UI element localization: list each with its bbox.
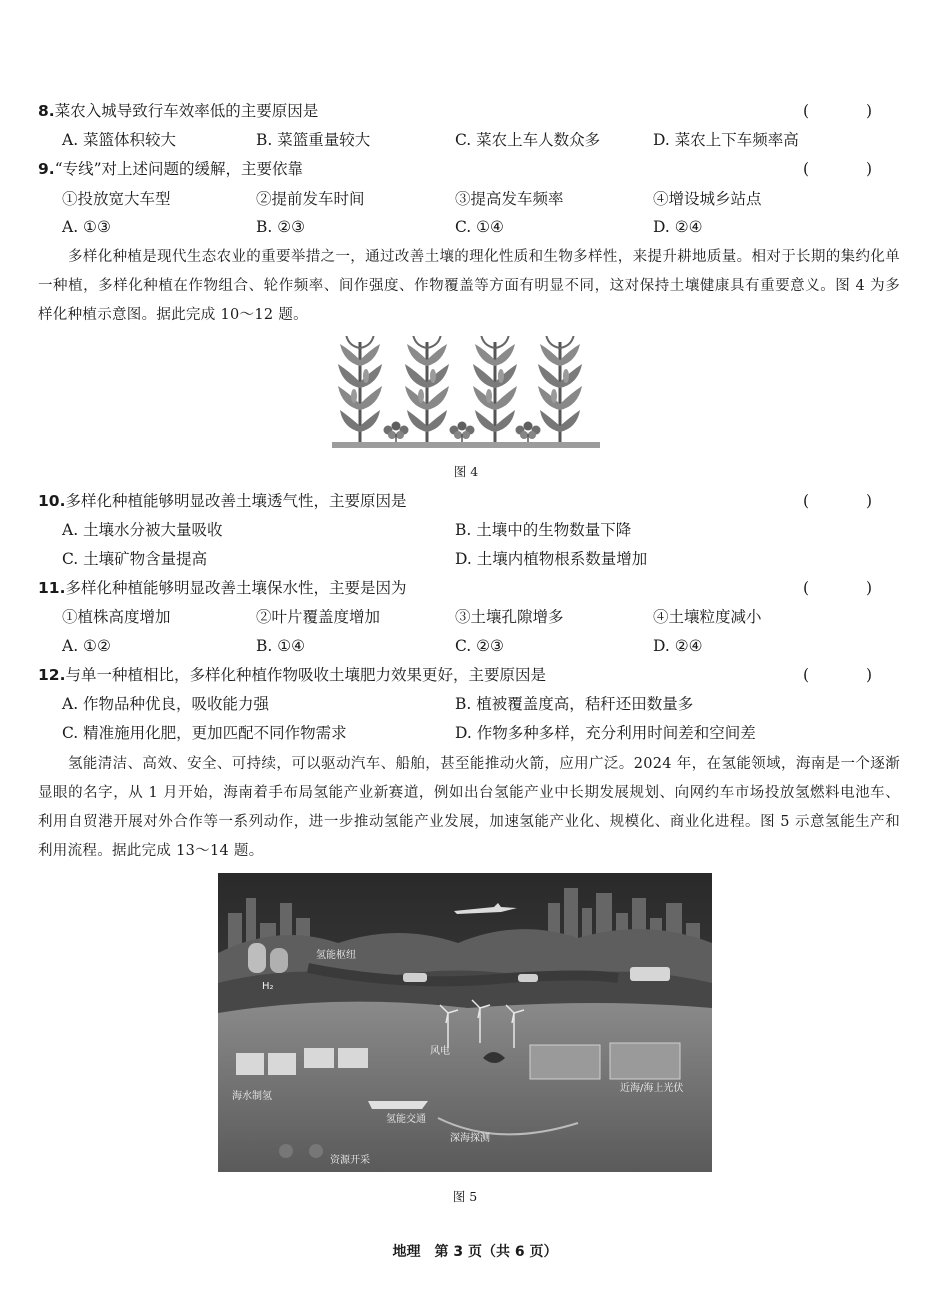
statement-1: ①投放宽大车型 bbox=[62, 190, 171, 208]
question-number: 10. bbox=[38, 492, 66, 510]
question-number: 11. bbox=[38, 579, 66, 597]
option-a: A. ①③ bbox=[62, 218, 111, 236]
question-stem: “专线”对上述问题的缓解，主要依靠 bbox=[54, 160, 304, 178]
option-b: B. ①④ bbox=[256, 637, 306, 655]
figure-5-illustration bbox=[218, 873, 712, 1172]
statement-1: ①植株高度增加 bbox=[62, 608, 171, 626]
question-number: 12. bbox=[38, 666, 66, 684]
passage-diversified-planting: 多样化种植是现代生态农业的重要举措之一，通过改善土壤的理化性质和生物多样性，来提升耕地质量。相对于长期的集约化单一种植，多样化种植在作物组合、轮作频率、间作强度、作物覆盖等方面有明显不同，这对保持土壤健康具有重要意义。图 4 为多样化种植示意图。据此完成 10～12 题。 bbox=[38, 249, 900, 323]
statement-3: ③土壤孔隙增多 bbox=[455, 608, 564, 626]
option-c: C. ②③ bbox=[455, 637, 504, 655]
option-b: B. 土壤中的生物数量下降 bbox=[455, 521, 632, 539]
label-wind-power: 风电 bbox=[430, 1046, 450, 1057]
question-stem: 菜农入城导致行车效率低的主要原因是 bbox=[54, 102, 319, 120]
option-a: A. ①② bbox=[62, 637, 111, 655]
answer-bracket: ( ) bbox=[802, 666, 898, 684]
statement-2: ②提前发车时间 bbox=[256, 190, 365, 208]
option-c: C. 土壤矿物含量提高 bbox=[62, 550, 208, 568]
figure-5-caption: 图 5 bbox=[452, 1189, 478, 1204]
ship-icon bbox=[368, 1101, 428, 1109]
option-c: C. 菜农上车人数众多 bbox=[455, 131, 601, 149]
statement-4: ④土壤粒度减小 bbox=[653, 608, 762, 626]
figure-4-diagram bbox=[332, 336, 600, 454]
question-number: 9. bbox=[38, 160, 55, 178]
question-10 bbox=[38, 490, 898, 512]
option-c: C. ①④ bbox=[455, 218, 504, 236]
label-hydrogen-transport: 氢能交通 bbox=[386, 1114, 426, 1125]
answer-bracket: ( ) bbox=[802, 160, 898, 178]
label-hydrogen-hub: 氢能枢纽 bbox=[316, 950, 356, 961]
question-stem: 多样化种植能够明显改善土壤保水性，主要是因为 bbox=[65, 579, 407, 597]
label-mining: 资源开采 bbox=[330, 1155, 370, 1166]
page-footer: 地理 第 3 页（共 6 页） bbox=[392, 1244, 558, 1260]
label-offshore-pv: 近海/海上光伏 bbox=[620, 1083, 684, 1094]
option-b: B. 植被覆盖度高，秸秆还田数量多 bbox=[455, 695, 694, 713]
question-9 bbox=[38, 158, 898, 180]
question-11 bbox=[38, 577, 898, 599]
option-d: D. 作物多种多样，充分利用时间差和空间差 bbox=[455, 724, 756, 742]
option-d: D. ②④ bbox=[653, 218, 703, 236]
option-a: A. 土壤水分被大量吸收 bbox=[62, 521, 223, 539]
statement-4: ④增设城乡站点 bbox=[653, 190, 762, 208]
answer-bracket: ( ) bbox=[802, 102, 898, 120]
option-d: D. 菜农上下车频率高 bbox=[653, 131, 799, 149]
statement-2: ②叶片覆盖度增加 bbox=[256, 608, 381, 626]
answer-bracket: ( ) bbox=[802, 579, 898, 597]
passage-hydrogen-energy: 氢能清洁、高效、安全、可持续，可以驱动汽车、船舶，甚至能推动火箭，应用广泛。2024 年，在氢能领域，海南是一个逐渐显眼的名字，从 1 月开始，海南着手布局氢能产业新赛道，例如出台氢能产业中长期发展规划、向网约车市场投放氢燃料电池车、利用自贸港开展对外合作等一系列动作，进一步推动氢能产业发展，加速氢能产业化、规模化、商业化进程。图 5 示意氢能生产和利用流程。据此完成 13～14 题。 bbox=[38, 756, 900, 859]
option-d: D. ②④ bbox=[653, 637, 703, 655]
label-deep-sea: 深海探测 bbox=[450, 1133, 490, 1144]
statement-3: ③提高发车频率 bbox=[455, 190, 564, 208]
label-h2: H₂ bbox=[262, 981, 274, 992]
question-12 bbox=[38, 664, 898, 686]
option-b: B. 菜篮重量较大 bbox=[256, 131, 371, 149]
option-a: A. 菜篮体积较大 bbox=[62, 131, 177, 149]
answer-bracket: ( ) bbox=[802, 492, 898, 510]
question-number: 8. bbox=[38, 102, 55, 120]
option-c: C. 精准施用化肥，更加匹配不同作物需求 bbox=[62, 724, 347, 742]
figure-4-caption: 图 4 bbox=[453, 464, 479, 479]
option-b: B. ②③ bbox=[256, 218, 306, 236]
question-stem: 与单一种植相比，多样化种植作物吸收土壤肥力效果更好，主要原因是 bbox=[65, 666, 546, 684]
label-seawater-hydrogen: 海水制氢 bbox=[232, 1091, 272, 1102]
option-d: D. 土壤内植物根系数量增加 bbox=[455, 550, 648, 568]
question-stem: 多样化种植能够明显改善土壤透气性，主要原因是 bbox=[65, 492, 407, 510]
question-8 bbox=[38, 100, 898, 122]
option-a: A. 作物品种优良，吸收能力强 bbox=[62, 695, 270, 713]
